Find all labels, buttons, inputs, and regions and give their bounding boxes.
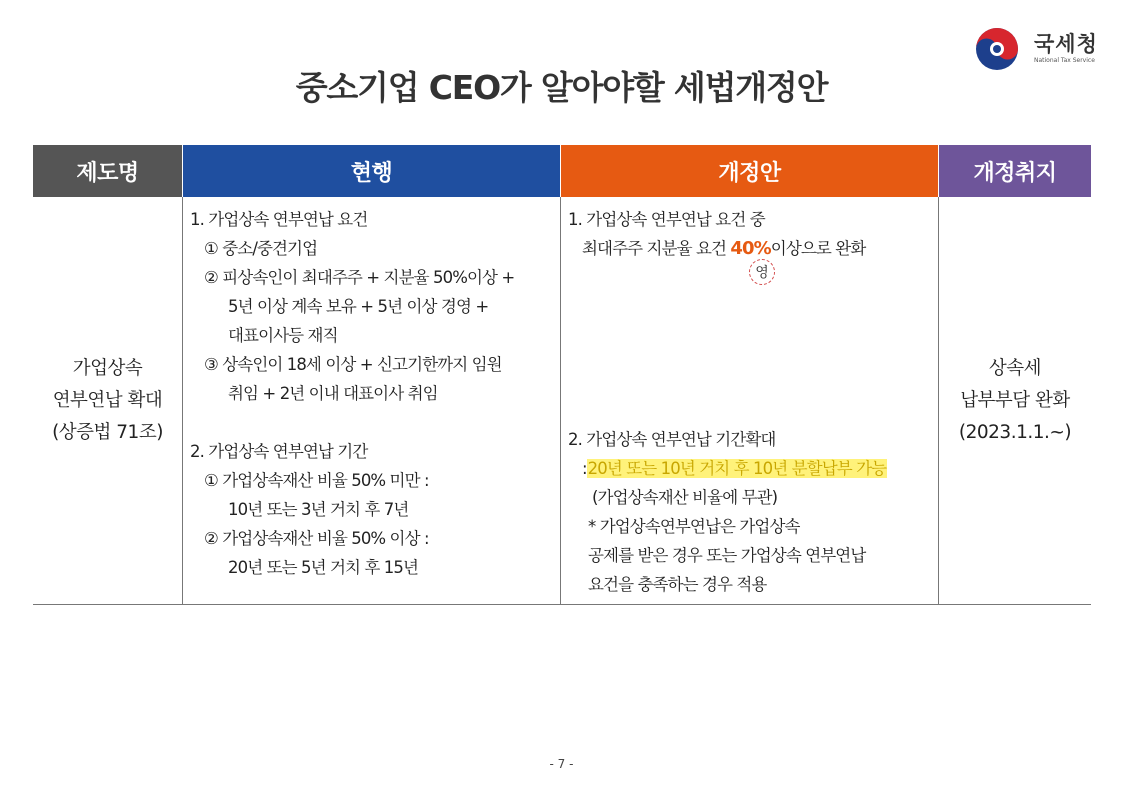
- current-text: [190, 205, 514, 582]
- current-line: ① 가업상속재산 비율 50% 미만 :: [204, 471, 429, 490]
- header-purpose: 개정취지: [939, 145, 1091, 197]
- revision-line: 요건을 충족하는 경우 적용: [588, 575, 767, 594]
- tax-revision-table: [33, 145, 1091, 605]
- current-line: 20년 또는 5년 거치 후 15년: [228, 558, 419, 577]
- system-name-line: (상증법 71조): [52, 421, 163, 443]
- stamp-mark: 영: [749, 259, 775, 285]
- highlighted-text: 20년 또는 10년 거치 후 10년 분할납부 가능: [587, 459, 887, 478]
- revision-line: 공제를 받은 경우 또는 가업상속 연부연납: [588, 546, 866, 565]
- cell-revision: [561, 197, 939, 604]
- purpose-line: (2023.1.1.~): [958, 421, 1072, 443]
- revision-line: [568, 234, 865, 263]
- cell-system-name: [33, 197, 183, 604]
- table-row: [33, 197, 1091, 605]
- current-line: ① 중소/중견기업: [204, 239, 318, 258]
- revision-line: * 가업상속연부연납은 가업상속: [588, 517, 800, 536]
- revision-line: [568, 454, 887, 483]
- page-title: 중소기업 CEO가 알아야할 세법개정안: [295, 68, 828, 107]
- current-line: 2. 가업상속 연부연납 기간: [190, 442, 368, 461]
- revision-text: 최대주주 지분율 요건: [582, 239, 731, 258]
- current-line: 5년 이상 계속 보유 + 5년 이상 경영 +: [228, 297, 489, 316]
- revision-line: 1. 가업상속 연부연납 요건 중: [568, 210, 765, 229]
- current-line: ③ 상속인이 18세 이상 + 신고기한까지 임원: [204, 355, 502, 374]
- header-current: 현행: [183, 145, 561, 197]
- logo-text-english: National Tax Service: [1034, 57, 1095, 64]
- current-line: ② 피상속인이 최대주주 + 지분율 50%이상 +: [204, 268, 515, 287]
- current-line: 10년 또는 3년 거치 후 7년: [228, 500, 409, 519]
- system-name-line: 가업상속: [72, 357, 143, 379]
- header-revision: 개정안: [561, 145, 939, 197]
- current-line: 대표이사등 재직: [228, 326, 338, 345]
- system-name-line: 연부연납 확대: [52, 389, 163, 411]
- revision-text: :: [582, 459, 587, 478]
- page-number: - 7 -: [549, 757, 574, 771]
- purpose-line: 상속세: [988, 357, 1042, 379]
- current-line: ② 가업상속재산 비율 50% 이상 :: [204, 529, 429, 548]
- logo-text-korean: 국세청: [1034, 32, 1098, 56]
- current-line-blank: [190, 408, 514, 437]
- revision-part1: [568, 205, 865, 263]
- revision-line: 2. 가업상속 연부연납 기간확대: [568, 430, 776, 449]
- emphasis-percent: 40%: [730, 238, 771, 259]
- revision-line: (가업상속재산 비율에 무관): [592, 488, 778, 507]
- cell-purpose: [939, 197, 1091, 604]
- current-line: 1. 가업상속 연부연납 요건: [190, 210, 368, 229]
- purpose-line: 납부부담 완화: [960, 389, 1070, 411]
- revision-part2: [568, 425, 887, 599]
- table-header-row: [33, 145, 1091, 197]
- header-system-name: 제도명: [33, 145, 183, 197]
- current-line: 취임 + 2년 이내 대표이사 취임: [228, 384, 438, 403]
- cell-current: [183, 197, 561, 604]
- revision-text: 이상으로 완화: [770, 239, 866, 258]
